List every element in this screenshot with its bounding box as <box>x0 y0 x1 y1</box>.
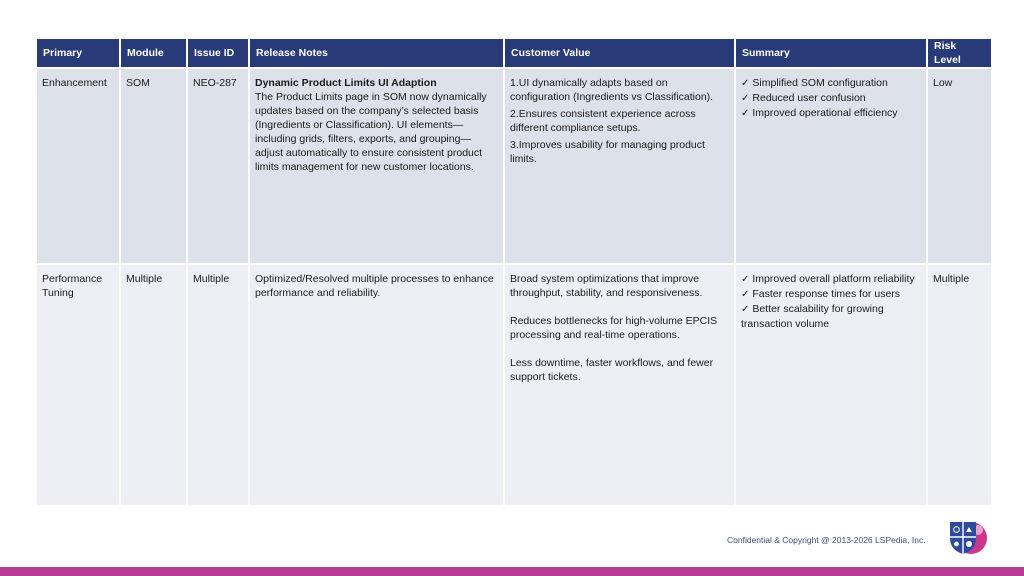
cell-module: Multiple <box>121 265 186 505</box>
release-notes-table <box>35 39 993 505</box>
release-notes-body: The Product Limits page in SOM now dynamically updates based on the company’s selected basis (Ingredients or Classification). UI elements—including grids, filters, exports, and grouping—adjust automatically to ensure consistent product limits management for new customer locations. <box>255 91 487 173</box>
customer-value-item: 3.Improves usability for managing product limits. <box>510 139 705 165</box>
check-icon: ✓ <box>741 108 750 119</box>
cell-primary: Performance Tuning <box>37 265 119 505</box>
summary-text: Improved operational efficiency <box>752 107 898 119</box>
cell-release-notes <box>250 265 503 505</box>
check-icon: ✓ <box>741 93 750 104</box>
header-release-notes: Release Notes <box>250 39 503 69</box>
cell-risk-level: Low <box>928 69 991 265</box>
accent-bar <box>0 567 1024 576</box>
table-row <box>37 69 991 265</box>
check-icon: ✓ <box>741 274 750 285</box>
cell-summary <box>736 265 926 505</box>
cell-customer-value <box>505 265 734 505</box>
cell-release-notes <box>250 69 503 265</box>
customer-value-item: 2.Ensures consistent experience across different compliance setups. <box>510 108 696 134</box>
summary-text: Reduced user confusion <box>752 92 866 104</box>
header-issue-id: Issue ID <box>188 39 248 69</box>
header-primary: Primary <box>37 39 119 69</box>
summary-text: Better scalability for growing transaction volume <box>741 303 884 330</box>
summary-item <box>741 106 921 121</box>
header-risk-level: Risk Level <box>928 39 991 69</box>
cell-summary <box>736 69 926 265</box>
cell-primary: Enhancement <box>37 69 119 265</box>
summary-text: Faster response times for users <box>752 288 901 300</box>
check-icon: ✓ <box>741 289 750 300</box>
summary-text: Simplified SOM configuration <box>752 77 888 89</box>
cell-customer-value <box>505 69 734 265</box>
summary-item <box>741 272 921 287</box>
summary-item <box>741 287 921 302</box>
customer-value-item: 1.UI dynamically adapts based on configuration (Ingredients vs Classification). <box>510 77 714 103</box>
check-icon: ✓ <box>741 78 750 89</box>
release-notes-body: Optimized/Resolved multiple processes to enhance performance and reliability. <box>255 273 494 299</box>
copyright-text: Confidential & Copyright @ 2013-2026 LSPedia, Inc. <box>727 535 926 545</box>
header-summary: Summary <box>736 39 926 69</box>
customer-value-item: Less downtime, faster workflows, and fewer support tickets. <box>510 357 714 383</box>
cell-issue-id: NEO-287 <box>188 69 248 265</box>
summary-item <box>741 302 921 331</box>
table-row <box>37 265 991 505</box>
summary-text: Improved overall platform reliability <box>752 273 915 285</box>
cell-module: SOM <box>121 69 186 265</box>
summary-item <box>741 91 921 106</box>
release-notes-title: Dynamic Product Limits UI Adaption <box>255 77 437 89</box>
table-header-row <box>37 39 991 69</box>
customer-value-item: Reduces bottlenecks for high-volume EPCIS processing and real-time operations. <box>510 315 718 341</box>
summary-item <box>741 76 921 91</box>
header-module: Module <box>121 39 186 69</box>
header-customer-value: Customer Value <box>505 39 734 69</box>
cell-risk-level: Multiple <box>928 265 991 505</box>
customer-value-item: Broad system optimizations that improve throughput, stability, and responsiveness. <box>510 273 703 299</box>
cell-issue-id: Multiple <box>188 265 248 505</box>
lspedia-logo-icon <box>946 518 988 556</box>
check-icon: ✓ <box>741 304 750 315</box>
